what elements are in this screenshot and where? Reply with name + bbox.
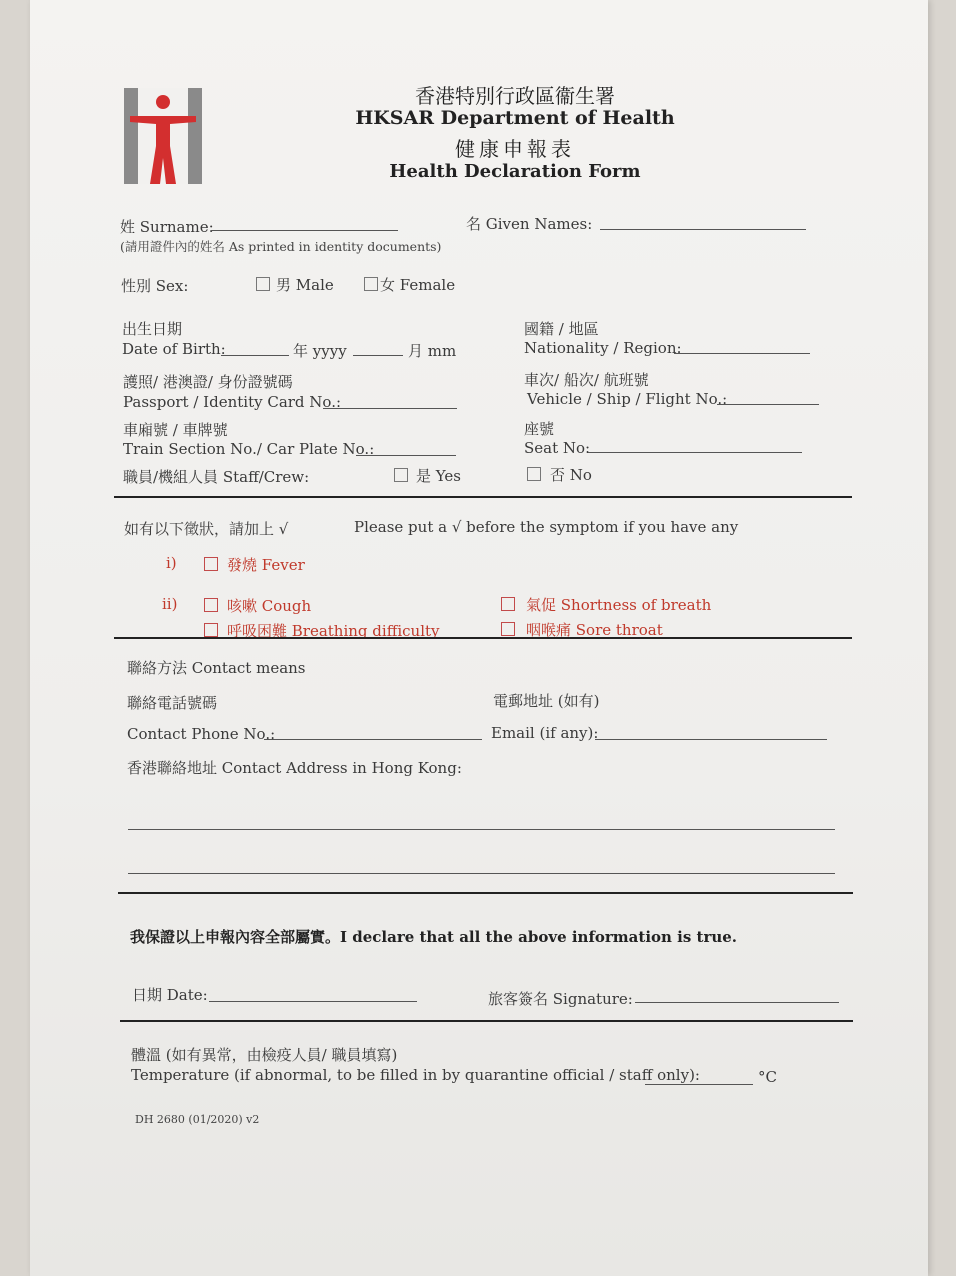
dob-year-field[interactable] <box>221 355 289 356</box>
staff-yes-checkbox[interactable] <box>394 468 408 482</box>
phone-label-zh: 聯絡電話號碼 <box>127 694 218 712</box>
female-label: 女 Female <box>380 276 456 294</box>
temperature-label-zh: 體溫 (如有異常，由檢疫人員/ 職員填寫) <box>131 1046 398 1064</box>
passport-label-zh: 護照/ 港澳證/ 身份證號碼 <box>123 373 293 391</box>
staff-no-checkbox[interactable] <box>527 467 541 481</box>
email-label-zh: 電郵地址 (如有) <box>493 692 600 710</box>
dob-label-zh: 出生日期 <box>122 320 183 338</box>
vehicle-label-en: Vehicle / Ship / Flight No.: <box>527 390 728 408</box>
section-divider <box>114 637 852 639</box>
dob-month-label: 月 mm <box>408 342 457 360</box>
signature-label: 旅客簽名 Signature: <box>488 990 633 1008</box>
department-of-health-logo <box>124 88 202 184</box>
contact-means-label: 聯絡方法 Contact means <box>127 659 306 677</box>
seat-label-zh: 座號 <box>524 420 555 438</box>
vehicle-field[interactable] <box>717 404 819 405</box>
symptom-group-i: i) <box>166 554 177 572</box>
shortness-label: 氣促 Shortness of breath <box>526 596 712 614</box>
surname-field[interactable] <box>212 230 398 231</box>
sore-throat-label: 咽喉痛 Sore throat <box>526 621 663 639</box>
male-checkbox[interactable] <box>256 277 270 291</box>
nationality-label-zh: 國籍 / 地區 <box>524 320 599 338</box>
dob-month-field[interactable] <box>353 355 403 356</box>
vehicle-label-zh: 車次/ 船次/ 航班號 <box>524 371 649 389</box>
nationality-label-en: Nationality / Region: <box>524 339 682 357</box>
cough-checkbox[interactable] <box>204 598 218 612</box>
symptom-group-ii: ii) <box>162 595 178 613</box>
phone-field[interactable] <box>264 739 482 740</box>
symptoms-intro-en: Please put a √ before the symptom if you have any <box>354 518 739 536</box>
symptoms-intro-zh: 如有以下徵狀，請加上 √ <box>124 520 289 538</box>
surname-note: (請用證件內的姓名 As printed in identity documents) <box>120 239 442 254</box>
section-divider <box>114 496 852 498</box>
sore-throat-checkbox[interactable] <box>501 622 515 636</box>
address-line-2[interactable] <box>128 873 835 874</box>
given-names-label: 名 Given Names: <box>466 215 593 233</box>
nationality-field[interactable] <box>674 353 810 354</box>
sex-label: 性別 Sex: <box>121 277 189 295</box>
declaration-en: I declare that all the above information is true. <box>340 928 738 946</box>
temperature-label-en: Temperature (if abnormal, to be filled in by quarantine official / staff only): <box>131 1066 700 1084</box>
surname-label: 姓 Surname: <box>120 218 214 236</box>
address-line-1[interactable] <box>128 829 835 830</box>
cough-label: 咳嗽 Cough <box>227 597 312 615</box>
section-divider <box>118 892 853 894</box>
staff-no-label: 否 No <box>550 466 592 484</box>
fever-checkbox[interactable] <box>204 557 218 571</box>
female-checkbox[interactable] <box>364 277 378 291</box>
declaration-text <box>130 926 737 947</box>
breathing-checkbox[interactable] <box>204 623 218 637</box>
seat-field[interactable] <box>588 452 802 453</box>
train-label-zh: 車廂號 / 車牌號 <box>123 421 228 439</box>
header-form-zh: 健康申報表 <box>455 137 575 161</box>
given-names-field[interactable] <box>600 229 806 230</box>
header-dept-zh: 香港特別行政區衞生署 <box>415 84 615 108</box>
section-divider <box>120 1020 853 1022</box>
temperature-field[interactable] <box>645 1084 753 1085</box>
train-label-en: Train Section No./ Car Plate No.: <box>123 440 375 458</box>
passport-label-en: Passport / Identity Card No.: <box>123 393 342 411</box>
dob-year-label: 年 yyyy <box>293 342 347 360</box>
date-field[interactable] <box>209 1001 417 1002</box>
address-label: 香港聯絡地址 Contact Address in Hong Kong: <box>127 759 462 777</box>
declaration-zh: 我保證以上申報內容全部屬實。 <box>130 928 341 946</box>
male-label: 男 Male <box>276 276 334 294</box>
form-code: DH 2680 (01/2020) v2 <box>135 1113 260 1126</box>
seat-label-en: Seat No: <box>524 439 591 457</box>
staff-label: 職員/機組人員 Staff/Crew: <box>123 468 310 486</box>
signature-field[interactable] <box>635 1002 839 1003</box>
train-field[interactable] <box>356 455 456 456</box>
staff-yes-label: 是 Yes <box>416 467 461 485</box>
header-form-en: Health Declaration Form <box>389 161 641 182</box>
fever-label: 發燒 Fever <box>227 556 305 574</box>
email-field[interactable] <box>595 739 827 740</box>
phone-label-en: Contact Phone No.: <box>127 725 276 743</box>
passport-field[interactable] <box>323 408 457 409</box>
header-dept-en: HKSAR Department of Health <box>355 107 675 129</box>
dob-label-en: Date of Birth: <box>122 340 226 358</box>
breathing-label: 呼吸困難 Breathing difficulty <box>227 622 440 640</box>
shortness-checkbox[interactable] <box>501 597 515 611</box>
temperature-unit: °C <box>758 1068 777 1086</box>
email-label-en: Email (if any): <box>491 724 599 742</box>
date-label: 日期 Date: <box>132 986 208 1004</box>
